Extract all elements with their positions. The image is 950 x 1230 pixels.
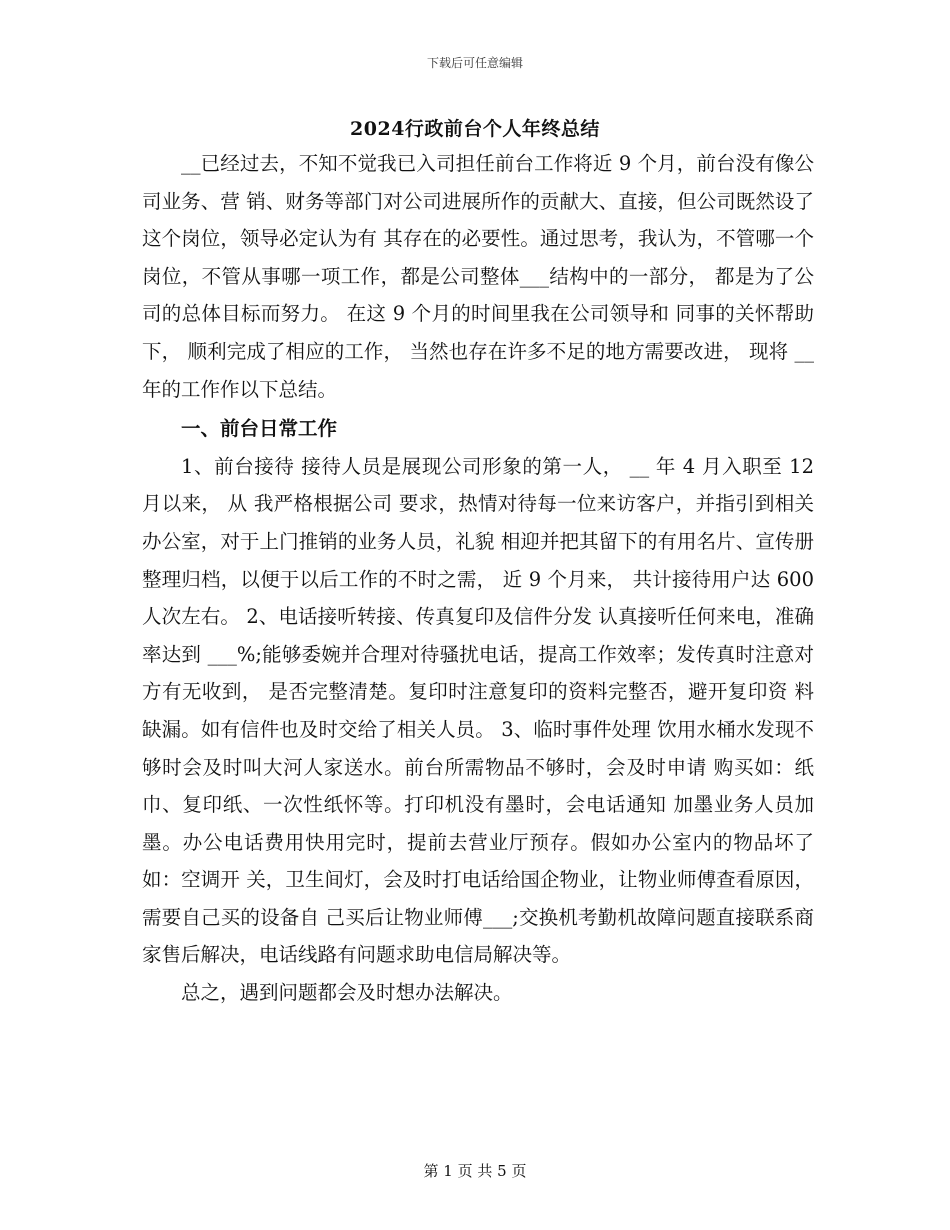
- section-paragraph: 1、前台接待 接待人员是展现公司形象的第一人， __ 年 4 月入职至 12 月以来， 从 我严格根据公司 要求，热情对待每一位来访客户，并指引到相关办公室，对于上门推销的业务人员，礼貌 相迎并把其留下的有用名片、宣传册整理归档，以便于以后工作的不时之需， 近 9 个月来， 共计接待用户达 600 人次左右。 2、电话接听转接、传真复印及信件分发 认真接听任何来电，准确率达到 ___%;能够委婉并合理对待骚扰电话，提高工作效率；发传真时注意对方有无收到， 是否完整清楚。复印时注意复印的资料完整否，避开复印资 料缺漏。如有信件也及时交给了相关人员。 3、临时事件处理 饮用水桶水发现不够时会及时叫大河人家送水。前台所需物品不够时，会及时申请 购买如：纸巾、复印纸、一次性纸怀等。打印机没有墨时，会电话通知 加墨业务人员加 墨。办公电话费用快用完时，提前去营业厅预存。假如办公室内的物品坏了如：空调开 关，卫生间灯，会及时打电话给国企物业，让物业师傅查看原因，需要自己买的设备自 己买后让物业师傅___;交换机考勤机故障问题直接联系商家售后解决，电话线路有问题求助电信局解决等。: [142, 454, 814, 967]
- page-indicator: 第 1 页 共 5 页: [423, 1162, 527, 1180]
- intro-paragraph: __已经过去，不知不觉我已入司担任前台工作将近 9 个月，前台没有像公司业务、营 销、财务等部门对公司进展所作的贡献大、直接，但公司既然设了这个岗位，领导必定认为有 其存在的必要性。通过思考，我认为，不管哪一个岗位，不管从事哪一项工作，都是公司整体___结构中的一部分， 都是为了公司的总体目标而努力。 在这 9 个月的时间里我在公司领导和 同事的关怀帮助下， 顺利完成了相应的工作， 当然也存在许多不足的地方需要改进， 现将 __年的工作作以下总结。: [142, 152, 814, 401]
- summary-paragraph: 总之，遇到问题都会及时想办法解决。: [181, 981, 513, 1005]
- document-body: [142, 145, 814, 1012]
- section-heading: 一、前台日常工作: [181, 417, 338, 441]
- document-title: 2024行政前台个人年终总结: [350, 118, 600, 140]
- header-note: 下载后可任意编辑: [426, 56, 523, 70]
